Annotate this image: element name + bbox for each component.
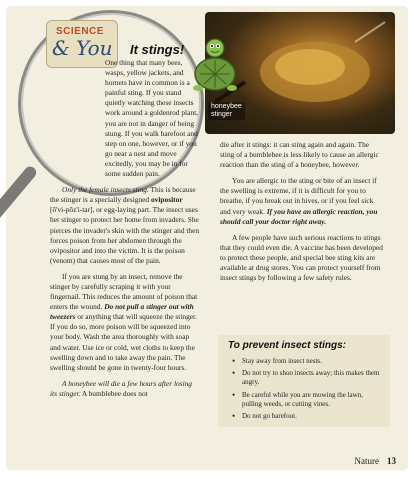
page-title: It stings! <box>130 42 185 57</box>
intro-paragraph: One thing that many bees, wasps, yellow jackets, and hornets have in common is a painful sting. If you stand quietly watching these insects work around a goldenrod plant, you are not in danger of being stung. If you walk barefoot and step on one, however, or if you go near a nest and move excitedly, you may be in for some sudden pain. <box>105 58 198 179</box>
bullet-icon: • <box>232 411 236 422</box>
term-ovipositor: ovipositor <box>150 195 183 205</box>
body-text: [ō'vi-pŏz'i-tar], or egg-laying part. The insect uses her stinger to protect her home from invaders. She pierces the invader's skin with the stinger and then forces poison from her abdomen through the ovipositor and into the victim. It is the poison (venom) that causes most of the pain. <box>50 205 200 265</box>
bullet-icon: • <box>232 356 236 366</box>
warning-text: Do not pull a stinger out with tweezers <box>50 302 194 322</box>
page-number: 13 <box>387 456 396 466</box>
honeybee-paragraph <box>50 379 200 399</box>
tip-item: • Do not go barefoot. <box>232 411 297 422</box>
badge-you-label: & You <box>52 36 113 60</box>
allergy-paragraph <box>220 176 385 226</box>
body-text: If you are stung by an insect, remove the stinger by carefully scraping it with your fingernail. This reduces the amount of poison that enters the wound. <box>50 271 198 312</box>
body-text: You are allergic to the sting or bite of an insect if the swelling is extreme, if it is difficult for you to breathe, if you break out in hives, or if you feel sick and very weak. <box>220 176 377 216</box>
tips-title: To prevent insect stings: <box>228 340 346 351</box>
bullet-icon: • <box>232 368 236 379</box>
body-text: or anything that will squeeze the stinger. If you do so, more poison will be squeezed into your body. Wash the area thoroughly with soap and water. Use ice or cold, wet cloths to keep the swelling down and to take away the pain. The swelling should be gone in twenty-four hours. <box>50 312 197 372</box>
column-right <box>220 140 385 289</box>
page-footer <box>355 456 397 466</box>
photo-caption: honeybee stinger <box>208 102 245 120</box>
tip-item: • Stay away from insect nests. <box>232 356 322 366</box>
tips-list <box>232 357 382 424</box>
column-left <box>50 58 200 405</box>
first-aid-paragraph <box>50 272 200 373</box>
emphasis-text: Only the female insects sting. <box>62 185 149 195</box>
warning-text: If you have an allergic reaction, you should call your doctor right away. <box>220 206 378 226</box>
bumblebee-paragraph: die after it stings: it can sting again and again. The sting of a bumblebee is less likely to cause an allergic reaction than the sting of a honeybee, however. <box>220 140 379 170</box>
tip-item: • Be careful while you are mowing the lawn, pulling weeds, or cutting vines. <box>232 389 363 408</box>
vaccine-paragraph: A few people have such serious reactions to stings that they could even die. A vaccine has been developed to protect these people, and special bee sting kits are available at drug stores. You can protect yourself from insect stings by following a few safety rules. <box>220 232 383 283</box>
body-text: This is because the stinger is a specially designed <box>50 185 196 205</box>
emphasis-text: A honeybee will die a few hours after losing its stinger. <box>50 378 193 398</box>
badge-science-label: SCIENCE <box>56 26 104 37</box>
bullet-icon: • <box>232 389 236 400</box>
body-text: A bumblebee does not <box>80 388 148 398</box>
female-sting-paragraph <box>50 185 200 266</box>
tip-item: • Do not try to shoo insects away; this makes them angry. <box>232 368 380 387</box>
section-name: Nature <box>354 456 379 466</box>
